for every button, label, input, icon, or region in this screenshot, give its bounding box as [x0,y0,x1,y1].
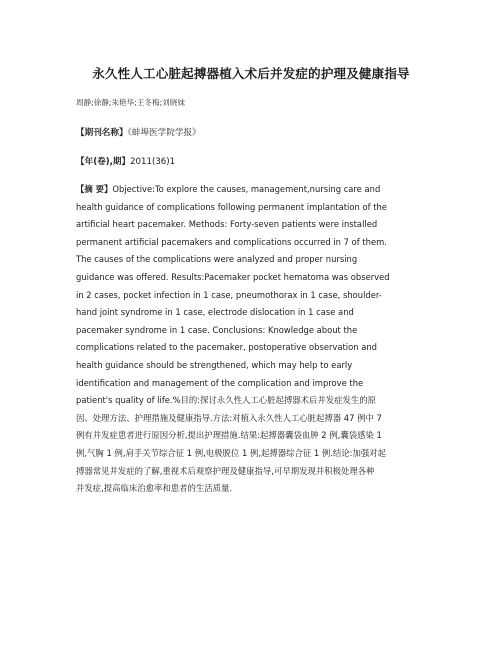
abstract-line: pacemaker syndrome in 1 case. Conclusions: Knowledge about the [76,324,358,335]
volume-field [76,155,175,167]
abstract-line: 例,气胸 1 例,肩手关节综合征 1 例,电极脱位 1 例,起搏器综合征 1 例.结论:加强对起 [76,447,386,458]
volume-value: 2011(36)1 [130,157,176,167]
abstract-line: health guidance of complications following permanent implantation of the [76,201,387,212]
abstract-label: 【摘 要】 [76,184,113,194]
abstract-line: 例有并发症患者进行原因分析,提出护理措施.结果:起搏器囊袋血肿 2 例,囊袋感染 1 [76,430,382,441]
abstract-line: 搏器常见并发症的了解,重视术后观察护理及健康指导,可早期发现并积极处理各种 [76,465,375,476]
abstract-line: identification and management of the complication and improve the [76,377,364,388]
journal-label: 【期刊名称】 [76,128,128,138]
abstract-line: guidance was offered. Results:Pacemaker pocket hematoma was observed [76,271,390,282]
abstract-line: The causes of the complications were analyzed and proper nursing [76,254,358,265]
abstract-line: complications related to the pacemaker, postoperative observation and [76,342,377,353]
abstract-line: hand joint syndrome in 1 case, electrode dislocation in 1 case and [76,307,354,318]
journal-value: 《蚌埠医学院学报》 [127,128,201,138]
abstract-text: Objective:To explore the causes, management,nursing care and [112,184,381,194]
abstract-block [76,181,436,498]
abstract-line: permanent artificial pacemakers and complications occurred in 7 of them. [76,236,387,247]
abstract-line: 因、处理方法、护理措施及健康指导.方法:对植入永久性人工心脏起搏器 47 例中 7 [76,412,382,423]
abstract-line [76,181,436,199]
abstract-line: in 2 cases, pocket infection in 1 case, pneumothorax in 1 case, shoulder- [76,289,382,300]
author-list: 周静;徐静;朱艳华;王冬梅;刘晓妹 [76,98,185,107]
article-title: 永久性人工心脏起搏器植入术后并发症的护理及健康指导 [92,66,410,81]
abstract-line: health guidance should be strengthened, which may help to early [76,359,353,370]
journal-field [76,126,201,138]
abstract-line: 并发症,提高临床治愈率和患者的生活质量. [76,483,233,494]
abstract-line: artificial heart pacemaker. Methods: Forty-seven patients were installed [76,219,378,230]
volume-label: 【年(卷),期】 [76,157,131,167]
abstract-line: patient's quality of life.%目的:探讨永久性人工心脏起搏器术后并发症发生的原 [76,395,376,406]
